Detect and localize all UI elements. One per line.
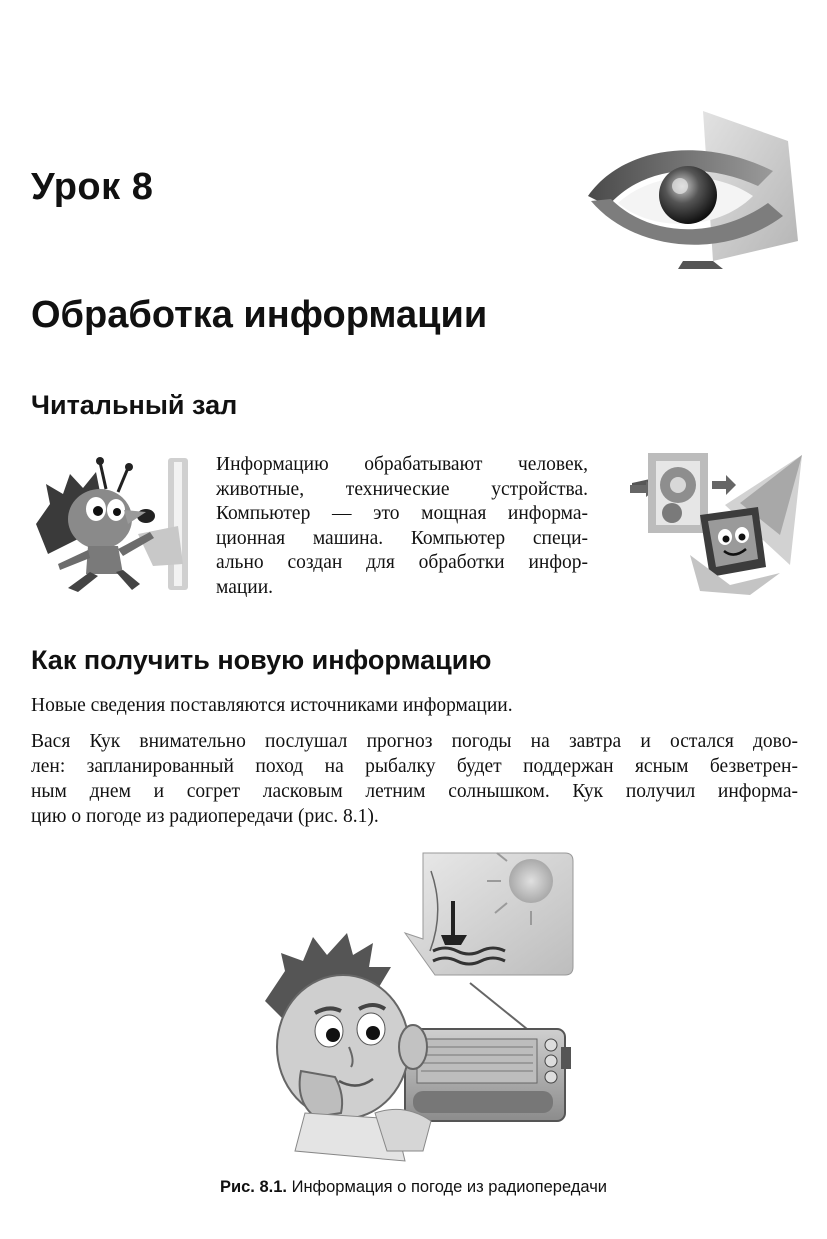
figure-caption bbox=[0, 1178, 827, 1197]
reading-room-line: Информацию обрабатывают человек, bbox=[216, 454, 588, 475]
figure-caption-label: Рис. 8.1. bbox=[219, 1178, 287, 1196]
figure-boy-radio-illustration bbox=[255, 851, 580, 1171]
chapter-title: Обработка информации bbox=[31, 294, 488, 336]
reading-room-line: ционная машина. Компьютер специ- bbox=[216, 527, 588, 549]
paragraph-sources bbox=[31, 693, 798, 718]
reading-room-text bbox=[216, 453, 588, 600]
eye-logo-icon bbox=[583, 111, 798, 269]
paragraph-line: Новые сведения поставляются источниками информации. bbox=[31, 695, 513, 716]
section-heading-new-info: Как получить новую информацию bbox=[31, 645, 492, 675]
paragraph-line: цию о погоде из радиопередачи (рис. 8.1). bbox=[31, 806, 379, 827]
reading-room-line: животные, технические устройства. bbox=[216, 478, 588, 500]
reading-room-line: Компьютер — это мощная информа- bbox=[216, 503, 588, 524]
reading-room-line: ально создан для обработки инфор- bbox=[216, 552, 588, 573]
paragraph-line: Вася Кук внимательно послушал прогноз погоды на завтра и остался дово- bbox=[31, 731, 798, 752]
hedgehog-illustration bbox=[28, 454, 193, 600]
paragraph-line: ным днем и согрет ласковым летним солнышком. Кук получил информа- bbox=[31, 781, 798, 802]
figure-caption-text: Информация о погоде из радиопередачи bbox=[291, 1178, 608, 1196]
lesson-title: Урок 8 bbox=[31, 166, 154, 208]
computer-machine-illustration bbox=[630, 445, 802, 595]
paragraph-line: лен: запланированный поход на рыбалку будет поддержан ясным безветрен- bbox=[31, 756, 798, 777]
reading-room-line: мации. bbox=[216, 576, 274, 598]
section-heading-reading-room: Читальный зал bbox=[31, 390, 238, 420]
paragraph-vasya-kuk bbox=[31, 729, 798, 829]
